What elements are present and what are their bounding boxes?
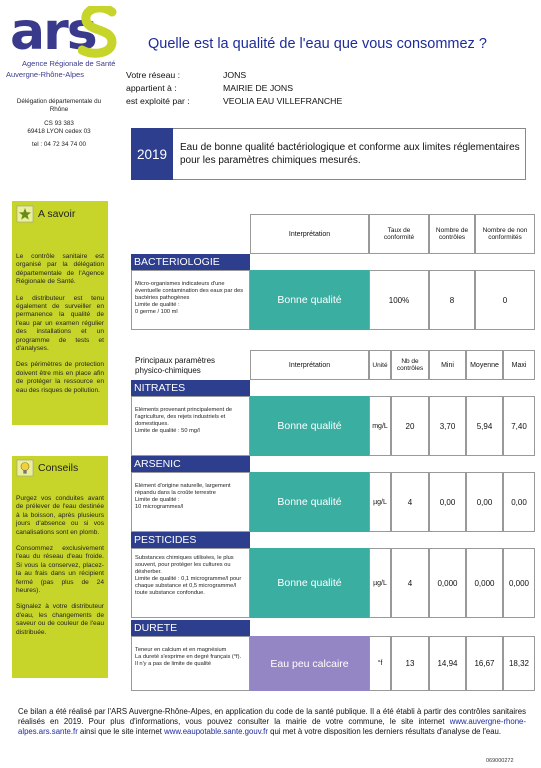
conseils-title: Conseils — [38, 462, 79, 474]
bact-hdr-interp: Interprétation — [288, 230, 331, 238]
bact-taux: 100% — [369, 270, 429, 330]
param-desc: Substances chimiques utilisées, le plus souvent, pour protéger les cultures ou désherber. Limite de qualité : 0,1 microgramme/l pour chaque substance et 0,5 microgramme/l toute substance confondue. — [135, 555, 242, 596]
bact-col-taux — [369, 214, 429, 254]
param-nb-controles: 20 — [391, 396, 429, 456]
param-desc: Elément d'origine naturelle, largement répandu dans la croûte terrestre Limite de qualité : 10 microgrammes/l — [135, 483, 231, 510]
eaupotable-website-link[interactable]: www.eaupotable.sante.gouv.fr — [164, 727, 268, 736]
param-mini: 3,70 — [429, 396, 466, 456]
param-mini: 0,000 — [429, 548, 466, 618]
ars-logo-s-shape — [78, 6, 118, 58]
page-title: Quelle est la qualité de l'eau que vous consommez ? — [148, 36, 487, 52]
bact-hdr-nb: Nombre de contrôles — [435, 227, 469, 241]
section-pesticides: PESTICIDES — [131, 532, 250, 548]
param-maxi: 0,000 — [503, 548, 535, 618]
param-mini: 14,94 — [429, 636, 466, 691]
bact-desc-cell — [131, 270, 250, 330]
param-unit: µg/L — [369, 472, 391, 532]
summary-text: Eau de bonne qualité bactériologique et conforme aux limites réglementaires pour les paramètres chimiques mesurés. — [180, 142, 520, 166]
param-unit: °f — [369, 636, 391, 691]
param-result-badge: Eau peu calcaire — [250, 636, 369, 691]
owner-value: MAIRIE DE JONS — [223, 83, 293, 93]
savoir-panel — [12, 201, 108, 425]
address-line1: CS 93 383 — [44, 120, 74, 127]
param-desc-cell — [131, 548, 250, 618]
savoir-title: A savoir — [38, 208, 76, 220]
document-code: 069000272 — [486, 758, 514, 764]
param-moyenne: 16,67 — [466, 636, 503, 691]
owner-label: appartient à : — [126, 83, 177, 93]
param-moyenne: 5,94 — [466, 396, 503, 456]
agency-region: Auvergne-Rhône-Alpes — [6, 70, 84, 79]
conseils-p1: Purgez vos conduites avant de prélever de l'eau destinée à la boisson, après plusieurs jours d'absence ou si vos canalisations sont en plomb. — [16, 495, 104, 536]
param-desc: Eléments provenant principalement de l'agriculture, des rejets industriels et domestiques. Limite de qualité : 50 mg/l — [135, 407, 233, 434]
param-result-badge: Bonne qualité — [250, 396, 369, 456]
param-maxi: 18,32 — [503, 636, 535, 691]
chem-hdr-param: Principaux paramètres physico-chimiques — [135, 356, 216, 375]
bact-hdr-non: Nombre de non conformités — [482, 227, 528, 241]
agency-name: Agence Régionale de Santé — [22, 59, 116, 68]
chem-hdr-moy: Moyenne — [466, 350, 503, 380]
operator-label: est exploité par : — [126, 96, 190, 106]
param-nb-controles: 4 — [391, 548, 429, 618]
delegation-label: Délégation départementale du Rhône — [16, 98, 102, 113]
ars-website-link[interactable]: www.auvergne-rhone-alpes.ars.sante.fr — [18, 717, 526, 736]
telephone: tel : 04 72 34 74 00 — [32, 141, 86, 148]
param-result-badge: Bonne qualité — [250, 472, 369, 532]
savoir-p2: Le distributeur est tenu également de surveiller en permanence la qualité de l'eau par un examen régulier des installations et un programme de tests et d'analyses. — [16, 294, 104, 353]
param-result-badge: Bonne qualité — [250, 548, 369, 618]
conseils-body — [12, 477, 108, 637]
bact-desc: Micro-organismes indicateurs d'une éventuelle contamination des eaux par des bactéries pathogènes Limite de qualité : 0 germe / 100 ml — [135, 281, 244, 315]
section-arsenic: ARSENIC — [131, 456, 250, 472]
param-mini: 0,00 — [429, 472, 466, 532]
network-value: JONS — [223, 70, 247, 80]
bact-col-non — [475, 214, 535, 254]
bact-hdr-taux: Taux de conformité — [383, 227, 415, 241]
param-maxi: 0,00 — [503, 472, 535, 532]
savoir-body — [12, 223, 108, 395]
chem-hdr-maxi: Maxi — [503, 350, 535, 380]
param-nb-controles: 4 — [391, 472, 429, 532]
param-unit: µg/L — [369, 548, 391, 618]
conseils-header — [12, 456, 108, 477]
footer-part-a: Ce bilan a été réalisé par l'ARS Auvergne-Rhône-Alpes, en application du code de la santé publique. Il a été établi à partir des contrôles sanitaires réalisés en 2019. Pour plus d'informations, vous pouvez consulter la mairie de votre commune, le site internet — [18, 707, 526, 726]
param-moyenne: 0,00 — [466, 472, 503, 532]
section-durete: DURETE — [131, 620, 250, 636]
param-desc-cell — [131, 472, 250, 532]
star-icon — [16, 205, 34, 223]
bact-nb: 8 — [429, 270, 475, 330]
chem-hdr-nb: Nb de contrôles — [391, 350, 429, 380]
bact-col-nb — [429, 214, 475, 254]
bulb-icon — [16, 459, 34, 477]
chem-hdr-unit: Unité — [369, 350, 391, 380]
footer-text — [18, 707, 526, 737]
conseils-panel — [12, 456, 108, 678]
bact-non: 0 — [475, 270, 535, 330]
param-maxi: 7,40 — [503, 396, 535, 456]
section-nitrates: NITRATES — [131, 380, 250, 396]
address — [10, 120, 108, 136]
bact-col-interp — [250, 214, 369, 254]
savoir-p1: Le contrôle sanitaire est organisé par la délégation départementale de l'Agence Régionale de Santé. — [16, 253, 104, 286]
param-unit: mg/L — [369, 396, 391, 456]
bact-result-badge: Bonne qualité — [250, 270, 369, 330]
chem-hdr-interp: Interprétation — [250, 350, 369, 380]
network-label: Votre réseau : — [126, 70, 181, 80]
param-desc-cell — [131, 396, 250, 456]
param-desc-cell — [131, 636, 250, 691]
conseils-p2: Consommez exclusivement l'eau du réseau d'eau froide. Si vous la conservez, placez-la au frais dans un récipient fermé (pas plus de 24 heures). — [16, 545, 104, 595]
footer-part-c: qui met à votre disposition les derniers résultats d'analyse de l'eau. — [267, 727, 502, 736]
chem-hdr-mini: Mini — [429, 350, 466, 380]
section-bacteriologie: BACTERIOLOGIE — [131, 254, 250, 270]
year-badge: 2019 — [131, 128, 173, 180]
ars-logo: ars — [10, 2, 96, 62]
footer-part-b: ainsi que le site internet — [77, 727, 165, 736]
operator-value: VEOLIA EAU VILLEFRANCHE — [223, 96, 343, 106]
savoir-header — [12, 201, 108, 223]
param-moyenne: 0,000 — [466, 548, 503, 618]
param-nb-controles: 13 — [391, 636, 429, 691]
address-line2: 69418 LYON cedex 03 — [27, 128, 91, 135]
param-desc: Teneur en calcium et en magnésium La dureté s'exprime en degré français (°f). Il n'y a pas de limite de qualité — [135, 647, 242, 667]
conseils-p3: Signalez à votre distributeur d'eau, les changements de saveur ou de couleur de l'eau distribuée. — [16, 603, 104, 636]
savoir-p3: Des périmètres de protection doivent être mis en place afin de protéger la ressource en eau des risques de pollution. — [16, 361, 104, 394]
